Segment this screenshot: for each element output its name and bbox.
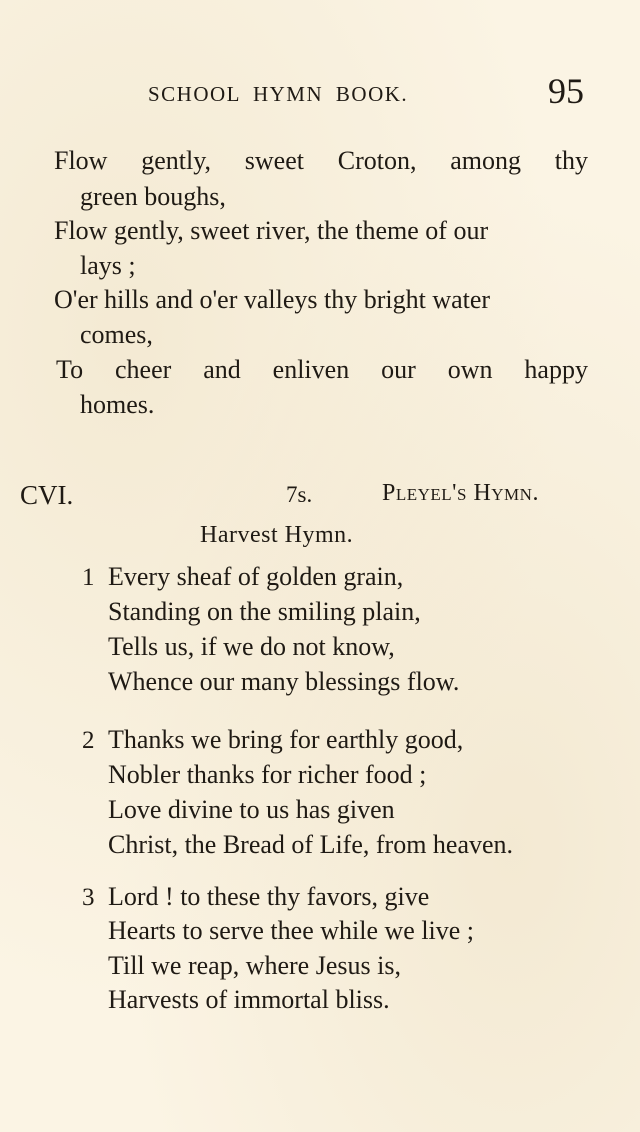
- verse-line: Tells us, if we do not know,: [108, 632, 395, 661]
- verse-line: Christ, the Bread of Life, from heaven.: [108, 830, 514, 859]
- running-title: SCHOOL HYMN BOOK.: [148, 82, 409, 106]
- prev-line-4: lays ;: [80, 251, 136, 280]
- verse-line: Thanks we bring for earthly good,: [108, 725, 464, 754]
- prev-line-2: green boughs,: [80, 182, 226, 211]
- page-number: 95: [548, 71, 584, 111]
- verse-line: Till we reap, where Jesus is,: [108, 951, 401, 980]
- verse-line: Every sheaf of golden grain,: [108, 562, 404, 591]
- prev-line-6: comes,: [80, 320, 153, 349]
- hymn-number: CVI.: [20, 480, 74, 510]
- prev-line-8: homes.: [80, 390, 155, 419]
- hymn-tune: Pleyel's Hymn.: [382, 480, 539, 506]
- verse-line: Harvests of immortal bliss.: [108, 985, 390, 1014]
- verse-line: Lord ! to these thy favors, give: [108, 882, 430, 911]
- prev-line-7: To cheer and enliven our own happy: [56, 355, 588, 384]
- prev-line-3: Flow gently, sweet river, the theme of our: [54, 216, 489, 245]
- hymn-title: Harvest Hymn.: [200, 522, 354, 548]
- verse-line: Hearts to serve thee while we live ;: [108, 916, 475, 945]
- prev-line-1: Flow gently, sweet Croton, among thy: [54, 146, 588, 175]
- verse-line: Nobler thanks for richer food ;: [108, 760, 427, 789]
- verse-number: 2: [82, 727, 95, 754]
- prev-line-5: O'er hills and o'er valleys thy bright water: [54, 285, 491, 314]
- verse-line: Love divine to us has given: [108, 795, 395, 824]
- verse-number: 1: [82, 564, 95, 591]
- verse-line: Whence our many blessings flow.: [108, 667, 460, 696]
- hymn-meter: 7s.: [286, 482, 313, 507]
- verse-number: 3: [82, 884, 95, 911]
- verse-line: Standing on the smiling plain,: [108, 597, 421, 626]
